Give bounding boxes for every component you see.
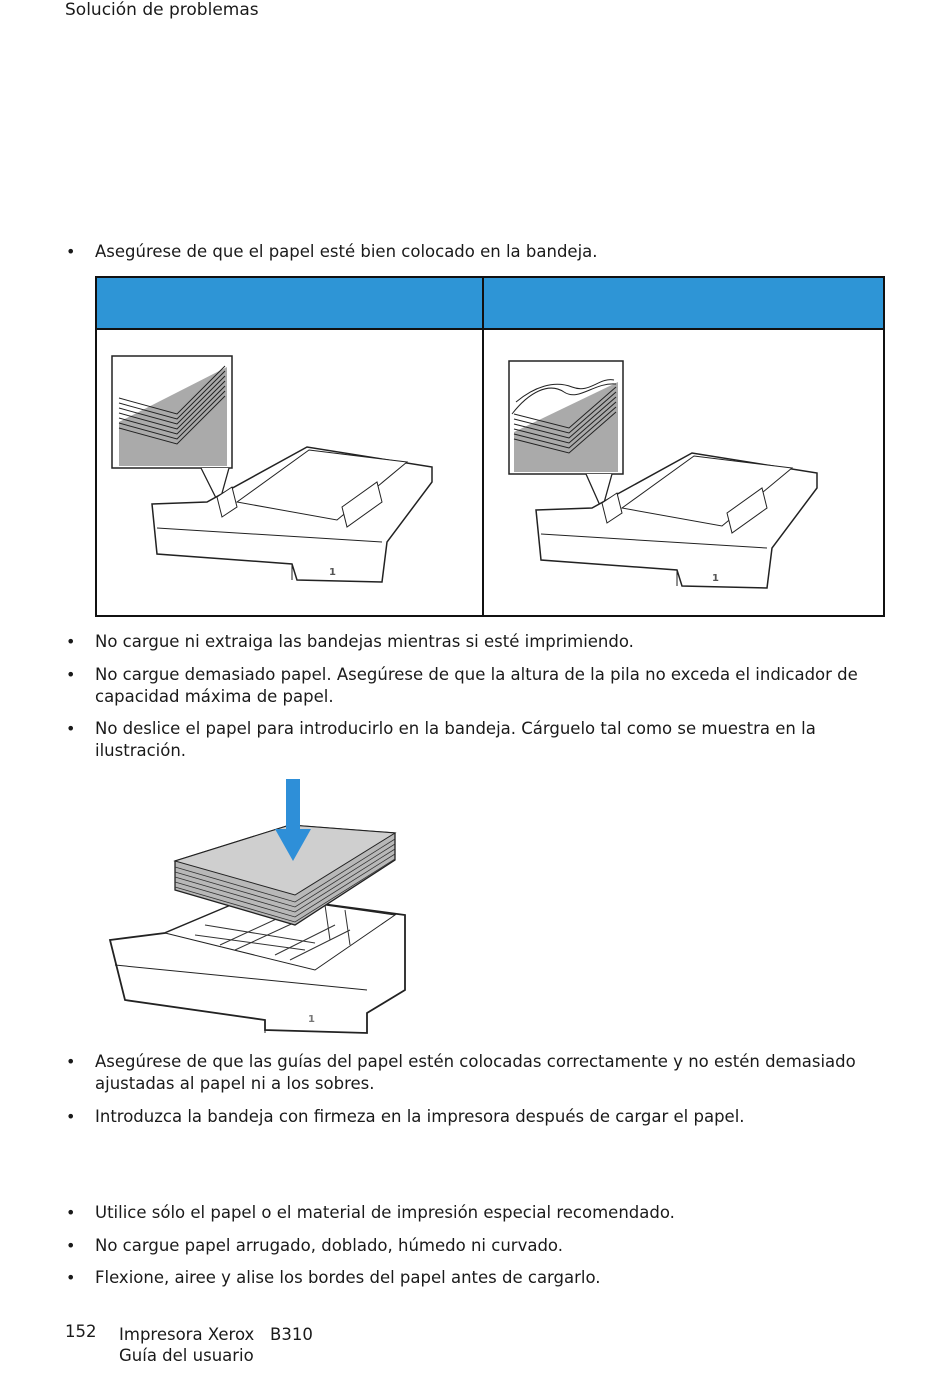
list-item: • No cargue ni extraiga las bandejas mientras si esté imprimiendo. xyxy=(66,631,885,653)
bullet-list-b xyxy=(66,631,885,762)
bullet-list-c xyxy=(66,1051,885,1128)
running-header: Solución de problemas xyxy=(65,0,259,20)
paper-loading-illustration xyxy=(105,775,415,1040)
list-item: • Flexione, airee y alise los bordes del papel antes de cargarlo. xyxy=(66,1267,885,1289)
bullet-list-a xyxy=(66,241,885,263)
tray-number-label: 1 xyxy=(308,1014,315,1025)
incorrect-tray-illustration xyxy=(484,332,883,615)
page-number: 152 xyxy=(65,1322,97,1341)
guide-name: Guía del usuario xyxy=(119,1346,254,1365)
list-item: • No deslice el papel para introducirlo en la bandeja. Cárguelo tal como se muestra en la ilustración. xyxy=(66,718,885,762)
footer-product xyxy=(119,1324,313,1366)
correct-tray-illustration xyxy=(97,332,482,615)
product-name: Impresora Xerox B310 xyxy=(119,1325,313,1344)
list-item: • Introduzca la bandeja con firmeza en la impresora después de cargar el papel. xyxy=(66,1106,885,1128)
tray-number-label: 1 xyxy=(329,567,336,578)
list-item: • Asegúrese de que las guías del papel estén colocadas correctamente y no estén demasiado ajustadas al papel ni a los sobres. xyxy=(66,1051,885,1095)
list-item: • No cargue demasiado papel. Asegúrese de que la altura de la pila no exceda el indicador de capacidad máxima de papel. xyxy=(66,664,885,708)
tray-number-label: 1 xyxy=(712,573,719,584)
bullet-list-d xyxy=(66,1202,885,1289)
list-item: • Asegúrese de que el papel esté bien colocado en la bandeja. xyxy=(66,241,885,263)
tray-comparison-table xyxy=(95,276,885,617)
table-header-right xyxy=(484,278,883,330)
list-item: • No cargue papel arrugado, doblado, húmedo ni curvado. xyxy=(66,1235,885,1257)
table-header-left xyxy=(97,278,482,330)
list-item: • Utilice sólo el papel o el material de impresión especial recomendado. xyxy=(66,1202,885,1224)
